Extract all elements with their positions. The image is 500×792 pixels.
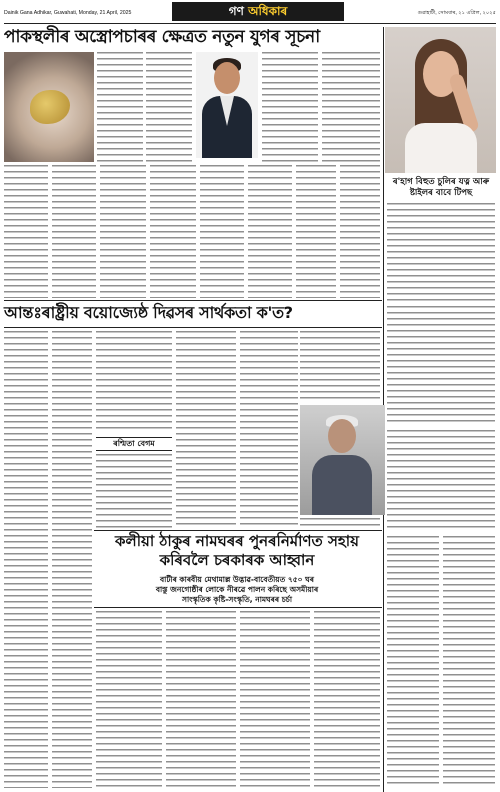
main-story-col-10: [248, 165, 292, 298]
section-divider-2: [4, 327, 382, 328]
logo-part-2: অধিকাৰ: [248, 4, 288, 18]
right-feature-headline: ৰ'হাগ বিহুত চুলিৰ যত্ন আৰু ষ্টাইলৰ বাবে টিপছ: [392, 177, 490, 198]
right-feature-text-2: [387, 306, 495, 424]
intl-col-6: [300, 331, 380, 401]
kaliya-col-4: [314, 611, 380, 788]
main-story-col-8: [150, 165, 196, 298]
masthead-dateline-as: গুৱাহাটী, সোমবাৰ, ২১ এপ্ৰিল, ২০২৫: [417, 10, 496, 16]
elder-photo: [300, 405, 385, 515]
main-story-col-11: [296, 165, 336, 298]
right-feature-text-1: [387, 203, 495, 301]
main-story-col-1: [97, 52, 143, 162]
section-divider-4: [94, 607, 382, 608]
kaliya-col-1: [96, 611, 162, 788]
masthead-dateline-en: Dainik Gana Adhikar, Guwahati, Monday, 21 April, 2025: [4, 10, 132, 16]
masthead: [4, 2, 496, 24]
doctor-photo: [196, 52, 258, 158]
main-story-col-5: [4, 165, 48, 298]
kaliya-headline: কলীয়া ঠাকুৰ নামঘৰৰ পুনৰনিৰ্মাণত সহায় কৰিবলৈ চৰকাৰক আহ্বান: [115, 532, 359, 569]
main-story-col-4: [322, 52, 380, 162]
main-headline: পাকস্থলীৰ অস্ত্ৰোপচাৰৰ ক্ষেত্ৰত নতুন যুগৰ সূচনা: [4, 27, 320, 47]
intl-col-4: [176, 331, 236, 528]
newspaper-logo: [172, 2, 344, 21]
kaliya-subheadline-line-2: বাস্তু জনগোষ্ঠীৰ লোকে নীৰৱে পালন কৰিছে অসমীয়াৰ: [155, 585, 319, 594]
stomach-photo: [4, 52, 94, 162]
woman-photo: [385, 27, 496, 173]
intl-col-3b: [96, 454, 172, 528]
main-story-col-3: [262, 52, 318, 162]
kaliya-col-2: [166, 611, 236, 788]
main-story-col-2: [146, 52, 192, 162]
kaliya-subheadline-line-1: বাটীৰ কাৰবীয় মেথামাল্ল উদ্ভাৱ-বাবেতীয়ত ৭৫০ ঘৰ: [159, 575, 315, 584]
kaliya-subheadline-line-3: সাংস্কৃতিক কৃষ্টি-সংস্কৃতি, নামঘৰৰ চৰ্চা: [182, 595, 292, 604]
right-feature-text-5: [443, 536, 495, 788]
section-divider-3: [94, 530, 382, 531]
section-divider-1: [4, 300, 382, 301]
byline: ৰশ্মিতা বেগম: [96, 437, 172, 451]
main-story-col-6: [52, 165, 96, 298]
right-feature-text-3: [387, 430, 495, 530]
right-feature-text-4: [387, 536, 439, 788]
international-headline: আন্তঃৰাষ্ট্ৰীয় বয়োজ্যেষ্ঠ দিৱসৰ সাৰ্থকতা ক'ত?: [4, 303, 293, 322]
kaliya-col-3: [240, 611, 310, 788]
main-story-col-9: [200, 165, 244, 298]
intl-col-6b: [300, 518, 380, 528]
intl-col-2: [52, 331, 92, 788]
kaliya-subheadline: [94, 575, 380, 605]
intl-col-5: [240, 331, 298, 528]
logo-part-1: গণ: [228, 4, 244, 18]
intl-col-1: [4, 331, 48, 788]
main-story-col-7: [100, 165, 146, 298]
intl-col-3a: [96, 331, 172, 433]
main-story-col-12: [340, 165, 380, 298]
